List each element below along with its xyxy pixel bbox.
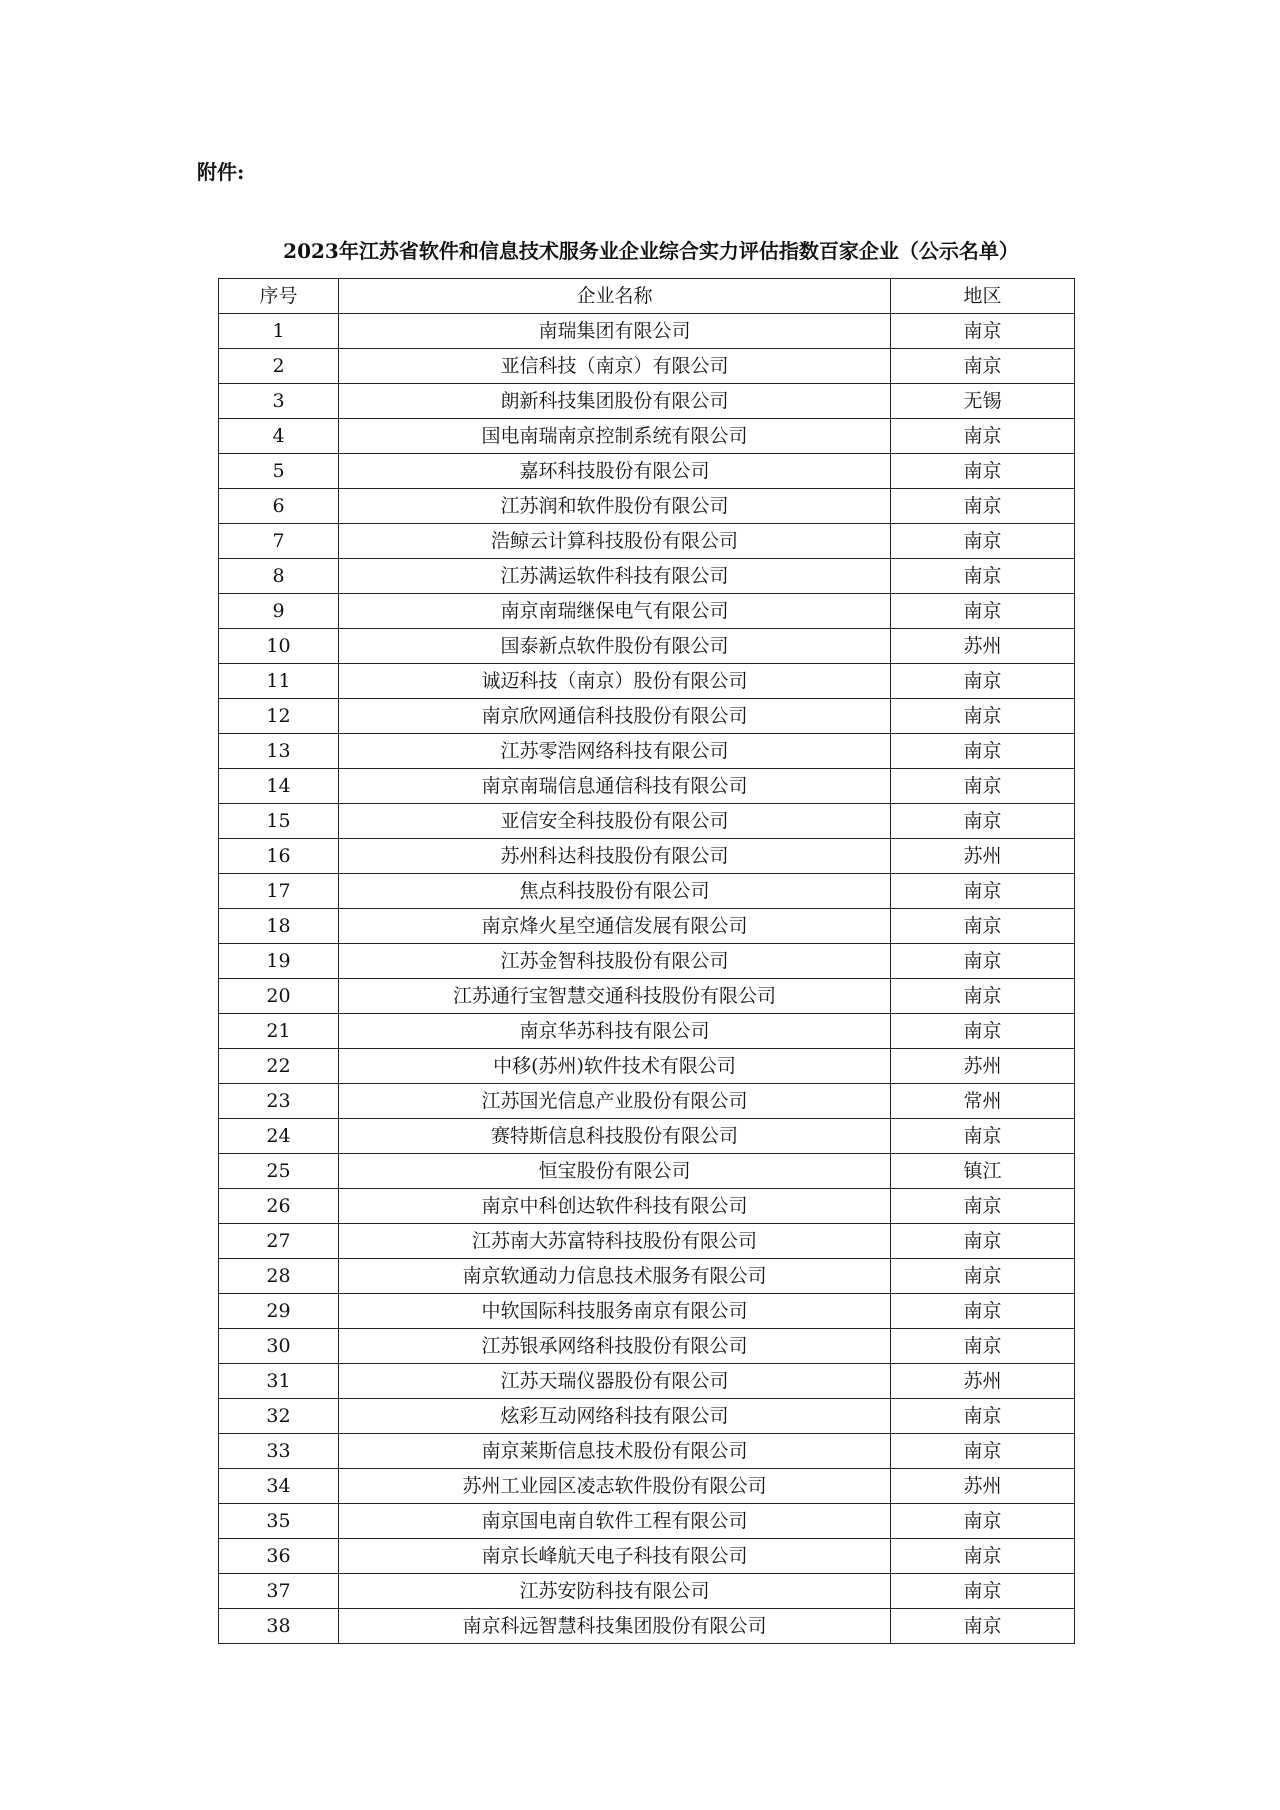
company-name: 江苏安防科技有限公司 — [339, 1574, 891, 1609]
company-name: 南京南瑞信息通信科技有限公司 — [339, 769, 891, 804]
region: 南京 — [891, 454, 1075, 489]
company-name: 苏州科达科技股份有限公司 — [339, 839, 891, 874]
company-name: 南京科远智慧科技集团股份有限公司 — [339, 1609, 891, 1644]
row-index: 31 — [219, 1364, 339, 1399]
row-index: 9 — [219, 594, 339, 629]
company-name: 南京国电南自软件工程有限公司 — [339, 1504, 891, 1539]
table-row — [219, 699, 1075, 734]
table-row — [219, 664, 1075, 699]
company-name: 南京南瑞继保电气有限公司 — [339, 594, 891, 629]
table-row — [219, 1609, 1075, 1644]
row-index: 12 — [219, 699, 339, 734]
table-row — [219, 1469, 1075, 1504]
region: 南京 — [891, 489, 1075, 524]
region: 南京 — [891, 419, 1075, 454]
region: 南京 — [891, 559, 1075, 594]
company-name: 亚信科技（南京）有限公司 — [339, 349, 891, 384]
row-index: 10 — [219, 629, 339, 664]
region: 南京 — [891, 909, 1075, 944]
table-row — [219, 629, 1075, 664]
row-index: 5 — [219, 454, 339, 489]
region: 南京 — [891, 1539, 1075, 1574]
table-row — [219, 734, 1075, 769]
table-row — [219, 1504, 1075, 1539]
company-name: 国泰新点软件股份有限公司 — [339, 629, 891, 664]
table-row — [219, 1014, 1075, 1049]
row-index: 29 — [219, 1294, 339, 1329]
table-row — [219, 1224, 1075, 1259]
region: 常州 — [891, 1084, 1075, 1119]
table-row — [219, 454, 1075, 489]
row-index: 13 — [219, 734, 339, 769]
table-row — [219, 1259, 1075, 1294]
header-company-name: 企业名称 — [339, 279, 891, 314]
row-index: 19 — [219, 944, 339, 979]
company-name: 国电南瑞南京控制系统有限公司 — [339, 419, 891, 454]
company-name: 炫彩互动网络科技有限公司 — [339, 1399, 891, 1434]
region: 苏州 — [891, 629, 1075, 664]
table-row — [219, 1049, 1075, 1084]
region: 南京 — [891, 979, 1075, 1014]
company-name: 江苏国光信息产业股份有限公司 — [339, 1084, 891, 1119]
table-row — [219, 909, 1075, 944]
row-index: 26 — [219, 1189, 339, 1224]
company-name: 南京中科创达软件科技有限公司 — [339, 1189, 891, 1224]
company-name: 南京华苏科技有限公司 — [339, 1014, 891, 1049]
row-index: 22 — [219, 1049, 339, 1084]
table-body — [219, 314, 1075, 1644]
document-title: 2023年江苏省软件和信息技术服务业企业综合实力评估指数百家企业（公示名单） — [283, 239, 1019, 263]
row-index: 4 — [219, 419, 339, 454]
company-name: 诚迈科技（南京）股份有限公司 — [339, 664, 891, 699]
region: 南京 — [891, 1294, 1075, 1329]
table-row — [219, 839, 1075, 874]
company-name: 中移(苏州)软件技术有限公司 — [339, 1049, 891, 1084]
row-index: 30 — [219, 1329, 339, 1364]
region: 苏州 — [891, 1469, 1075, 1504]
row-index: 15 — [219, 804, 339, 839]
table-row — [219, 384, 1075, 419]
region: 南京 — [891, 1259, 1075, 1294]
company-name: 焦点科技股份有限公司 — [339, 874, 891, 909]
row-index: 33 — [219, 1434, 339, 1469]
table-row — [219, 1399, 1075, 1434]
table-row — [219, 524, 1075, 559]
row-index: 38 — [219, 1609, 339, 1644]
region: 南京 — [891, 1014, 1075, 1049]
company-name: 江苏零浩网络科技有限公司 — [339, 734, 891, 769]
row-index: 17 — [219, 874, 339, 909]
table-row — [219, 1364, 1075, 1399]
table-row — [219, 1189, 1075, 1224]
header-index: 序号 — [219, 279, 339, 314]
company-name: 江苏南大苏富特科技股份有限公司 — [339, 1224, 891, 1259]
region: 南京 — [891, 1224, 1075, 1259]
row-index: 2 — [219, 349, 339, 384]
table-row — [219, 419, 1075, 454]
region: 南京 — [891, 349, 1075, 384]
table-header-row — [219, 279, 1075, 314]
table-row — [219, 489, 1075, 524]
row-index: 32 — [219, 1399, 339, 1434]
row-index: 35 — [219, 1504, 339, 1539]
row-index: 8 — [219, 559, 339, 594]
row-index: 18 — [219, 909, 339, 944]
table-row — [219, 874, 1075, 909]
region: 南京 — [891, 804, 1075, 839]
company-name: 南京欣网通信科技股份有限公司 — [339, 699, 891, 734]
table-row — [219, 1084, 1075, 1119]
company-name: 江苏天瑞仪器股份有限公司 — [339, 1364, 891, 1399]
company-name: 南京莱斯信息技术股份有限公司 — [339, 1434, 891, 1469]
company-name: 恒宝股份有限公司 — [339, 1154, 891, 1189]
table-row — [219, 944, 1075, 979]
table-row — [219, 804, 1075, 839]
company-name: 中软国际科技服务南京有限公司 — [339, 1294, 891, 1329]
region: 无锡 — [891, 384, 1075, 419]
table-row — [219, 769, 1075, 804]
company-name: 南瑞集团有限公司 — [339, 314, 891, 349]
row-index: 23 — [219, 1084, 339, 1119]
region: 南京 — [891, 944, 1075, 979]
region: 南京 — [891, 874, 1075, 909]
row-index: 14 — [219, 769, 339, 804]
row-index: 1 — [219, 314, 339, 349]
company-name: 江苏金智科技股份有限公司 — [339, 944, 891, 979]
company-name: 浩鲸云计算科技股份有限公司 — [339, 524, 891, 559]
table-row — [219, 1294, 1075, 1329]
company-name: 江苏润和软件股份有限公司 — [339, 489, 891, 524]
row-index: 36 — [219, 1539, 339, 1574]
region: 南京 — [891, 769, 1075, 804]
row-index: 28 — [219, 1259, 339, 1294]
table-row — [219, 1539, 1075, 1574]
region: 南京 — [891, 1329, 1075, 1364]
company-name: 赛特斯信息科技股份有限公司 — [339, 1119, 891, 1154]
region: 苏州 — [891, 1049, 1075, 1084]
company-name: 亚信安全科技股份有限公司 — [339, 804, 891, 839]
table-row — [219, 1329, 1075, 1364]
region: 南京 — [891, 1609, 1075, 1644]
region: 南京 — [891, 1504, 1075, 1539]
table-row — [219, 314, 1075, 349]
company-name: 南京长峰航天电子科技有限公司 — [339, 1539, 891, 1574]
company-name: 南京烽火星空通信发展有限公司 — [339, 909, 891, 944]
region: 南京 — [891, 594, 1075, 629]
row-index: 24 — [219, 1119, 339, 1154]
region: 南京 — [891, 1399, 1075, 1434]
row-index: 25 — [219, 1154, 339, 1189]
row-index: 37 — [219, 1574, 339, 1609]
company-name: 嘉环科技股份有限公司 — [339, 454, 891, 489]
table-row — [219, 1434, 1075, 1469]
row-index: 3 — [219, 384, 339, 419]
company-name: 江苏通行宝智慧交通科技股份有限公司 — [339, 979, 891, 1014]
table-row — [219, 349, 1075, 384]
company-name: 南京软通动力信息技术服务有限公司 — [339, 1259, 891, 1294]
table-row — [219, 559, 1075, 594]
row-index: 21 — [219, 1014, 339, 1049]
table-row — [219, 594, 1075, 629]
attachment-label: 附件: — [197, 160, 245, 184]
region: 南京 — [891, 1434, 1075, 1469]
region: 南京 — [891, 524, 1075, 559]
row-index: 7 — [219, 524, 339, 559]
region: 南京 — [891, 734, 1075, 769]
region: 南京 — [891, 1119, 1075, 1154]
table-row — [219, 1119, 1075, 1154]
region: 南京 — [891, 1189, 1075, 1224]
region: 苏州 — [891, 839, 1075, 874]
region: 南京 — [891, 664, 1075, 699]
row-index: 34 — [219, 1469, 339, 1504]
region: 南京 — [891, 699, 1075, 734]
region: 镇江 — [891, 1154, 1075, 1189]
row-index: 27 — [219, 1224, 339, 1259]
row-index: 6 — [219, 489, 339, 524]
table-row — [219, 979, 1075, 1014]
company-name: 朗新科技集团股份有限公司 — [339, 384, 891, 419]
company-name: 苏州工业园区凌志软件股份有限公司 — [339, 1469, 891, 1504]
row-index: 20 — [219, 979, 339, 1014]
row-index: 11 — [219, 664, 339, 699]
row-index: 16 — [219, 839, 339, 874]
company-name: 江苏银承网络科技股份有限公司 — [339, 1329, 891, 1364]
region: 南京 — [891, 314, 1075, 349]
region: 苏州 — [891, 1364, 1075, 1399]
header-region: 地区 — [891, 279, 1075, 314]
company-name: 江苏满运软件科技有限公司 — [339, 559, 891, 594]
table-row — [219, 1154, 1075, 1189]
company-list-table — [218, 278, 1075, 1644]
region: 南京 — [891, 1574, 1075, 1609]
table-row — [219, 1574, 1075, 1609]
